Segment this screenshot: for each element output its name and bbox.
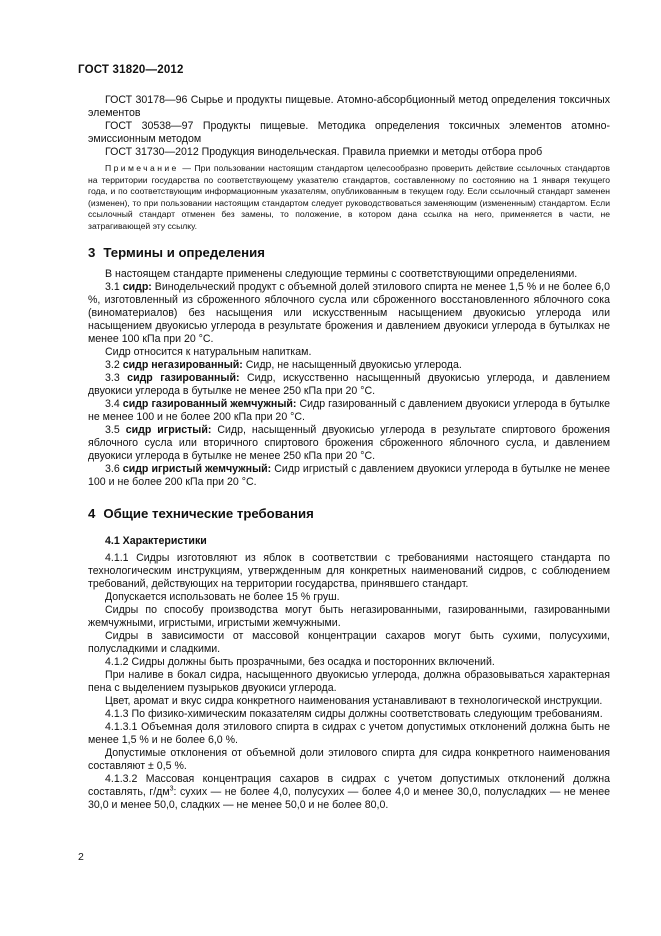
term-3-4: 3.4 сидр газированный жемчужный: Сидр газированный с давлением двуокиси углерода в бутылке не менее 100 и не более 200 кПа при 20 °С. — [88, 397, 610, 423]
reference-item: ГОСТ 30178—96 Сырье и продукты пищевые. Атомно-абсорбционный метод определения токсичных элементов — [88, 94, 610, 119]
term-3-5: 3.5 сидр игристый: Сидр, насыщенный двуокисью углерода в результате спиртового брожения яблочного сусла или вторичного спиртового брожения сброженного яблочного сусла, и давлением двуокиси углерода в бутылке не менее 250 кПа при 20 °С. — [88, 423, 610, 462]
para-4-1-1-b: Допускается использовать не более 15 % груш. — [105, 590, 340, 603]
section-3-heading: 3 Термины и определения — [88, 244, 265, 260]
page-header-standard-code: ГОСТ 31820—2012 — [78, 64, 184, 76]
term-3-2: 3.2 сидр негазированный: Сидр, не насыщенный двуокисью углерода. — [105, 358, 462, 371]
para-4-1-3-2: 4.1.3.2 Массовая концентрация сахаров в сидрах с учетом допустимых отклонений должна составлять, $г/дм^3$: сухих — не более 4,0, полусухих — более 4,0 и менее 30,0, полусладких — не менее 30,0 и менее 50,0, сладких — не менее 50,0 и не более 80,0. — [88, 772, 610, 811]
page-number: 2 — [78, 851, 84, 863]
reference-item: ГОСТ 31730—2012 Продукция винодельческая. Правила приемки и методы отбора проб — [105, 146, 543, 158]
term-3-1: 3.1 сидр: Винодельческий продукт с объемной долей этилового спирта не менее 1,5 % и не более 6,0 %, изготовленный из сброженного яблочного сусла или сброженного восстановленного яблочного сока (виноматериалов) без насыщения или искусственным насыщением двуокисью углерода или насыщением двуокисью углерода в результате брожения и давлением двуокиси углерода в бутылках не менее 100 кПа при 20 °С. — [88, 280, 611, 345]
para-4-1-1-c: Сидры по способу производства могут быть негазированными, газированными, газированными жемчужными, игристыми, игристыми жемчужными. — [88, 603, 610, 629]
para-4-1-2-b: При наливе в бокал сидра, насыщенного двуокисью углерода, должна образовываться характерная пена с выделением пузырьков двуокиси углерода. — [88, 668, 610, 694]
para-4-1-3-1: 4.1.3.1 Объемная доля этилового спирта в сидрах с учетом допустимых отклонений должна быть не менее 1,5 % и не более 6,0 %. — [88, 720, 610, 746]
term-3-3: 3.3 сидр газированный: Сидр, искусственно насыщенный двуокисью углерода, и давлением двуокиси углерода в бутылке не менее 250 кПа при 20 °С. — [88, 371, 610, 397]
para-4-1-3: 4.1.3 По физико-химическим показателям сидры должны соответствовать следующим требованиям. — [105, 707, 603, 720]
para-4-1-1-d: Сидры в зависимости от массовой концентрации сахаров могут быть сухими, полусухими, полусладкими и сладкими. — [88, 629, 610, 655]
para-4-1-2: 4.1.2 Сидры должны быть прозрачными, без осадка и посторонних включений. — [105, 655, 495, 668]
term-3-6: 3.6 сидр игристый жемчужный: Сидр игристый с давлением двуокиси углерода в бутылке не менее 100 и не более 200 кПа при 20 °С. — [88, 462, 610, 488]
para-4-1-3-1-b: Допустимые отклонения от объемной доли этилового спирта для сидра конкретного наименования составляют ± 0,5 %. — [88, 746, 610, 772]
note-text: — При пользовании настоящим стандартом целесообразно проверить действие ссылочных стандартов на территории государства по соответствующему указателю стандартов, составленному по состоянию на 1 января текущего года, и по соответствующим информационным указателям, опубликованным в текущем году. Если ссылочный стандарт заменен (изменен), то при пользовании настоящим стандартом следует руководствоваться заменяющим (измененным) стандартом. Если ссылочный стандарт отменен без замены, то положение, в котором дана ссылка на него, применяется в части, не затрагивающей эту ссылку. — [88, 163, 610, 231]
note-label: Примечание — [105, 163, 179, 173]
para-4-1-2-c: Цвет, аромат и вкус сидра конкретного наименования устанавливают в технологической инструкции. — [105, 694, 603, 707]
page-body — [88, 94, 610, 812]
section-4-heading: 4 Общие технические требования — [88, 505, 314, 521]
reference-item: ГОСТ 30538—97 Продукты пищевые. Методика определения токсичных элементов атомно-эмиссионным методом — [88, 120, 610, 145]
reference-note — [88, 163, 610, 233]
term-3-1-note: Сидр относится к натуральным напиткам. — [105, 345, 312, 358]
subsection-4-1-heading: 4.1 Характеристики — [105, 534, 207, 547]
section-3-intro: В настоящем стандарте применены следующие термины с соответствующими определениями. — [105, 267, 578, 280]
para-4-1-1: 4.1.1 Сидры изготовляют из яблок в соответствии с требованиями настоящего стандарта по технологическим инструкциям, утвержденным для конкретных наименований сидров, с соблюдением требований, действующих на территории государства, принявшего стандарт. — [88, 551, 610, 590]
